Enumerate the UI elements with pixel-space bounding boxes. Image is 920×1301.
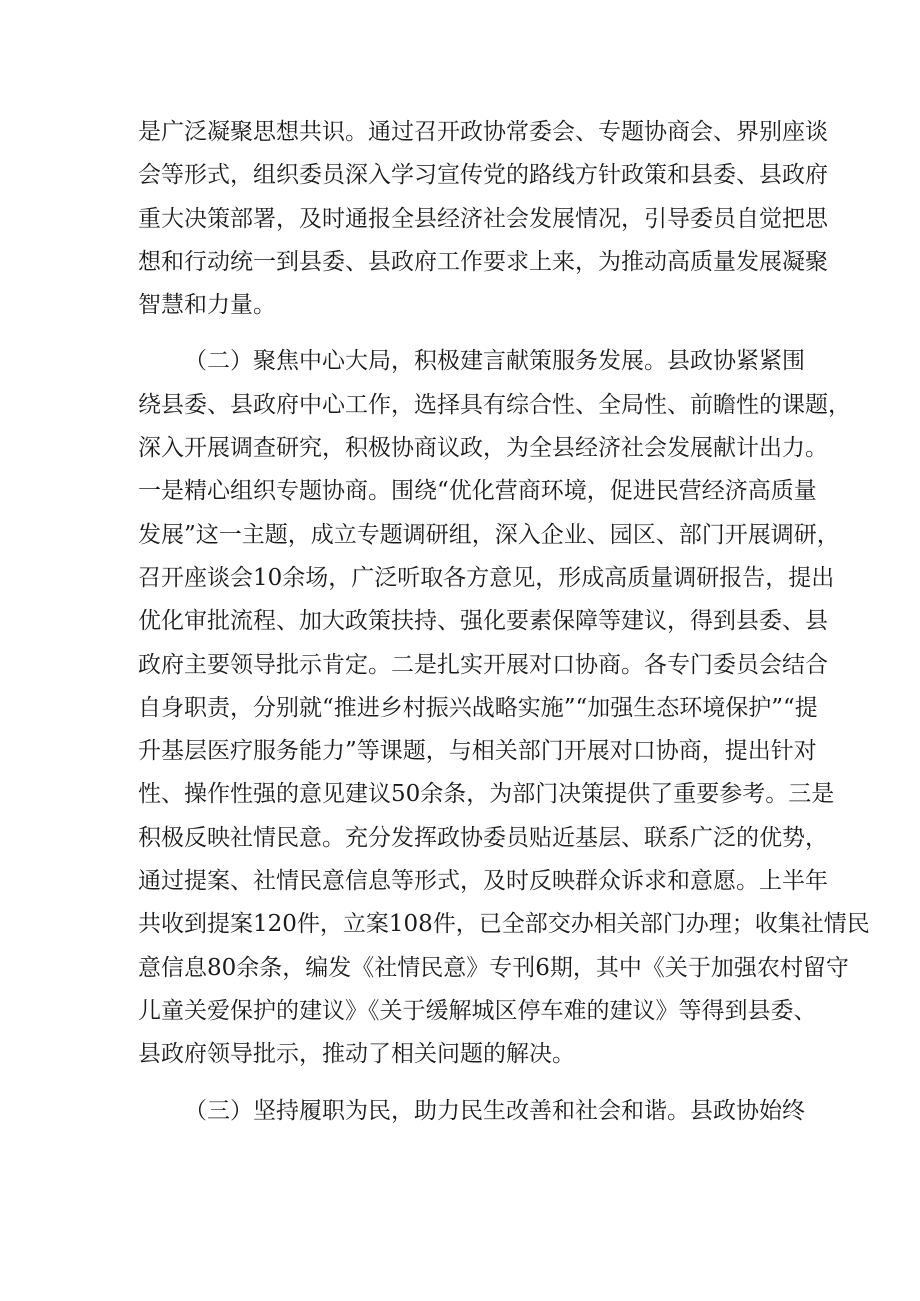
- text-line: 升基层医疗服务能力”等课题，与相关部门开展对口协商，提出针对: [138, 738, 817, 765]
- paragraph-1: [138, 111, 828, 327]
- paragraph-spacer: [138, 327, 798, 340]
- text-line: 积极反映社情民意。充分发挥政协委员贴近基层、联系广泛的优势，: [138, 824, 828, 851]
- text-line: 通过提案、社情民意信息等形式，及时反映群众诉求和意愿。上半年: [138, 868, 828, 895]
- text-line: 优化审批流程、加大政策扶持、强化要素保障等建议，得到县委、县: [138, 608, 828, 635]
- text-line: 重大决策部署，及时通报全县经济社会发展情况，引导委员自觉把思: [138, 205, 828, 232]
- paragraph-3: [138, 1090, 805, 1133]
- text-line: 深入开展调查研究，积极协商议政，为全县经济社会发展献计出力。: [138, 435, 828, 462]
- section-heading-line: （二）聚焦中心大局，积极建言献策服务发展。县政协紧紧围: [184, 348, 805, 375]
- paragraph-2: [138, 340, 870, 1076]
- text-line: 共收到提案120件，立案108件，已全部交办相关部门办理；收集社情民: [138, 911, 870, 938]
- text-line: 儿童关爱保护的建议》《关于缓解城区停车难的建议》等得到县委、: [138, 997, 817, 1024]
- text-line: 是广泛凝聚思想共识。通过召开政协常委会、专题协商会、界别座谈: [138, 119, 828, 145]
- document-body: [138, 111, 870, 1133]
- text-line: 召开座谈会10余场，广泛听取各方意见，形成高质量调研报告，提出: [138, 564, 835, 591]
- text-line: 智慧和力量。: [138, 292, 276, 319]
- text-line: 会等形式，组织委员深入学习宣传党的路线方针政策和县委、县政府: [138, 162, 828, 189]
- text-line: 想和行动统一到县委、县政府工作要求上来，为推动高质量发展凝聚: [138, 248, 828, 275]
- text-line: 绕县委、县政府中心工作，选择具有综合性、全局性、前瞻性的课题，: [138, 391, 851, 418]
- text-line: 县政府领导批示，推动了相关问题的解决。: [138, 1041, 575, 1068]
- text-line: 一是精心组织专题协商。围绕“优化营商环境，促进民营经济高质量: [138, 478, 817, 505]
- text-line: 性、操作性强的意见建议50余条，为部门决策提供了重要参考。三是: [138, 781, 835, 808]
- text-line: 发展”这一主题，成立专题调研组，深入企业、园区、部门开展调研，: [138, 521, 840, 548]
- section-heading-line: （三）坚持履职为民，助力民生改善和社会和谐。县政协始终: [184, 1097, 805, 1124]
- text-line: 意信息80余条，编发《社情民意》专刊6期，其中《关于加强农村留守: [138, 954, 849, 981]
- text-line: 自身职责，分别就“推进乡村振兴战略实施”“加强生态环境保护”“提: [138, 694, 818, 721]
- paragraph-spacer: [138, 1077, 798, 1090]
- text-line: 政府主要领导批示肯定。二是扎实开展对口协商。各专门委员会结合: [138, 651, 828, 678]
